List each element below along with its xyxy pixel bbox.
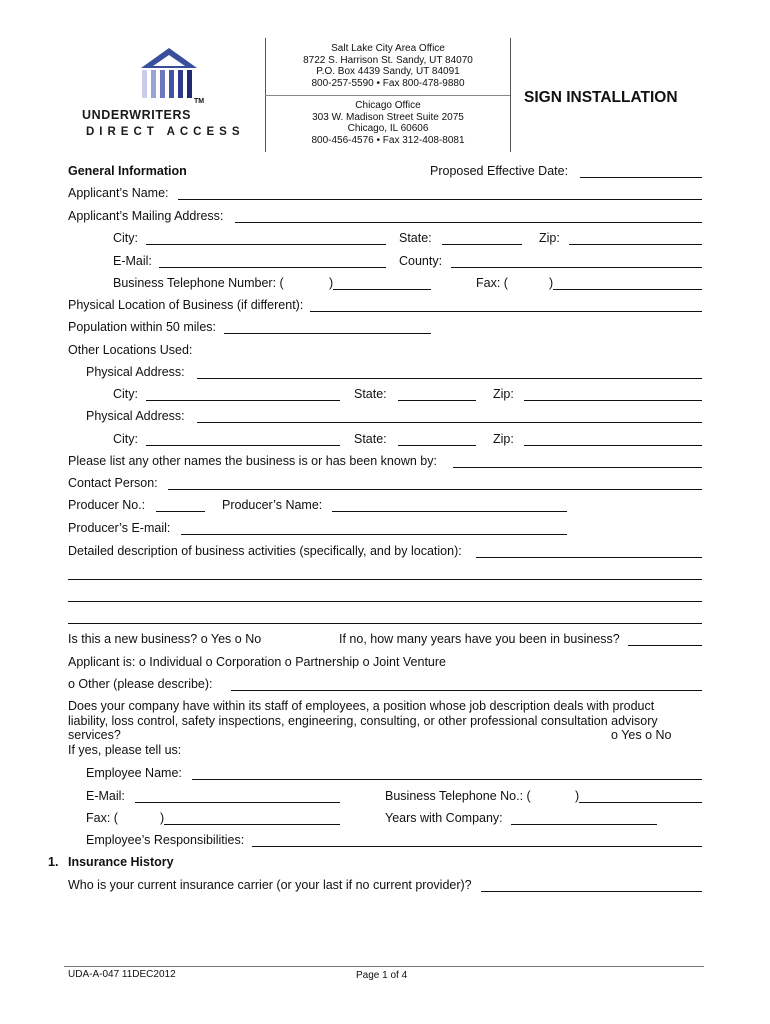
physical-address-1-field[interactable] (197, 378, 702, 379)
logo-name-line1: UNDERWRITERS (82, 108, 192, 122)
contact-person-field[interactable] (168, 489, 702, 490)
description-line-4[interactable] (68, 623, 702, 624)
city-field[interactable] (146, 244, 386, 245)
employee-telephone-close-paren: ) (575, 789, 580, 803)
business-telephone-close-paren: ) (329, 276, 334, 290)
staff-question-line2: liability, loss control, safety inspections, engineering, consulting, or other professional consultation advisory (68, 713, 658, 728)
description-line-3[interactable] (68, 601, 702, 602)
section-insurance-history: Insurance History (68, 855, 174, 869)
other-describe-field[interactable] (231, 690, 702, 691)
business-telephone-field[interactable] (333, 289, 431, 290)
trademark-symbol: TM (194, 98, 205, 105)
state-field[interactable] (442, 244, 522, 245)
other-locations-label: Other Locations Used: (68, 343, 193, 357)
population-label: Population within 50 miles: (68, 320, 216, 334)
years-in-business-field[interactable] (628, 645, 702, 646)
fax-label: Fax: ( (476, 276, 508, 290)
zip-label: Zip: (539, 231, 560, 245)
staff-question-line1: Does your company have within its staff of employees, a position whose job description deals with product (68, 699, 655, 713)
other-names-label: Please list any other names the business is or has been known by: (68, 454, 437, 468)
mailing-address-field[interactable] (235, 222, 702, 223)
location-2-state-label: State: (354, 432, 387, 446)
location-2-city-field[interactable] (146, 445, 340, 446)
chicago-street: 303 W. Madison Street Suite 2075 (312, 111, 464, 123)
employee-fax-label: Fax: ( (86, 811, 118, 825)
logo-name-line2: DIRECT ACCESS (86, 126, 245, 138)
header-divider (265, 95, 510, 96)
years-in-business-label: If no, how many years have you been in business? (339, 632, 620, 646)
producer-email-field[interactable] (181, 534, 567, 535)
location-2-state-field[interactable] (398, 445, 476, 446)
employee-business-telephone-label: Business Telephone No.: ( (385, 789, 531, 803)
email-label: E-Mail: (113, 254, 152, 268)
producer-name-field[interactable] (332, 511, 567, 512)
logo-building-icon (138, 44, 200, 104)
proposed-effective-date-label: Proposed Effective Date: (430, 164, 569, 178)
employee-email-field[interactable] (135, 802, 340, 803)
location-1-city-field[interactable] (146, 400, 340, 401)
contact-person-label: Contact Person: (68, 476, 158, 490)
description-line-2[interactable] (68, 579, 702, 580)
physical-address-2-label: Physical Address: (86, 409, 185, 423)
detailed-description-label: Detailed description of business activities (specifically, and by location): (68, 544, 462, 558)
employee-fax-close-paren: ) (160, 811, 165, 825)
salt-lake-office-block (266, 43, 510, 89)
physical-address-1-label: Physical Address: (86, 365, 185, 379)
applicant-name-field[interactable] (178, 199, 702, 200)
form-id: UDA-A-047 11DEC2012 (68, 969, 176, 980)
years-with-company-label: Years with Company: (385, 811, 503, 825)
chicago-office-block (266, 100, 510, 146)
staff-question (68, 699, 658, 757)
current-carrier-label: Who is your current insurance carrier (or your last if no current provider)? (68, 878, 472, 892)
location-2-zip-field[interactable] (524, 445, 702, 446)
location-2-city-label: City: (113, 432, 138, 446)
employee-responsibilities-field[interactable] (252, 846, 702, 847)
current-carrier-field[interactable] (481, 891, 702, 892)
slc-po-box: P.O. Box 4439 Sandy, UT 84091 (316, 66, 460, 77)
fax-close-paren: ) (549, 276, 554, 290)
header-right-rule (510, 38, 511, 152)
population-field[interactable] (224, 333, 431, 334)
zip-field[interactable] (569, 244, 702, 245)
other-describe-label[interactable]: o Other (please describe): (68, 677, 213, 691)
employee-name-field[interactable] (192, 779, 702, 780)
proposed-effective-date-field[interactable] (580, 177, 702, 178)
slc-phone-fax: 800-257-5590 • Fax 800-478-9880 (311, 77, 465, 89)
producer-email-label: Producer’s E-mail: (68, 521, 171, 535)
page-number: Page 1 of 4 (356, 970, 408, 981)
staff-question-line3: services? (68, 728, 121, 742)
other-names-field[interactable] (453, 467, 702, 468)
employee-business-telephone-field[interactable] (579, 802, 702, 803)
chicago-city: Chicago, IL 60606 (347, 123, 429, 134)
county-field[interactable] (451, 267, 702, 268)
employee-responsibilities-label: Employee’s Responsibilities: (86, 833, 245, 847)
new-business-question[interactable]: Is this a new business? o Yes o No (68, 632, 262, 646)
city-label: City: (113, 231, 138, 245)
fax-field[interactable] (553, 289, 702, 290)
section-general-information: General Information (68, 164, 187, 178)
state-label: State: (399, 231, 432, 245)
applicant-name-label: Applicant’s Name: (68, 186, 169, 200)
slc-street: 8722 S. Harrison St. Sandy, UT 84070 (303, 54, 473, 66)
if-yes-label: If yes, please tell us: (68, 742, 182, 757)
physical-location-field[interactable] (310, 311, 702, 312)
form-title: SIGN INSTALLATION (524, 89, 678, 106)
email-field[interactable] (159, 267, 386, 268)
location-2-zip-label: Zip: (493, 432, 514, 446)
footer-rule (64, 966, 704, 967)
location-1-state-label: State: (354, 387, 387, 401)
county-label: County: (399, 254, 443, 268)
staff-yes-no-options[interactable]: o Yes o No (611, 728, 672, 742)
physical-location-label: Physical Location of Business (if different): (68, 298, 304, 312)
chicago-phone-fax: 800-456-4576 • Fax 312-408-8081 (311, 134, 465, 146)
location-1-zip-label: Zip: (493, 387, 514, 401)
mailing-address-label: Applicant’s Mailing Address: (68, 209, 224, 223)
employee-fax-field[interactable] (164, 824, 340, 825)
producer-name-label: Producer’s Name: (222, 498, 323, 512)
slc-office-name: Salt Lake City Area Office (331, 43, 445, 54)
chicago-office-name: Chicago Office (355, 100, 421, 111)
location-1-city-label: City: (113, 387, 138, 401)
detailed-description-field[interactable] (476, 557, 702, 558)
location-1-state-field[interactable] (398, 400, 476, 401)
section-1-number: 1. (48, 855, 59, 869)
physical-address-2-field[interactable] (197, 422, 702, 423)
employee-email-label: E-Mail: (86, 789, 125, 803)
employee-name-label: Employee Name: (86, 766, 182, 780)
years-with-company-field[interactable] (511, 824, 657, 825)
producer-no-field[interactable] (156, 511, 205, 512)
applicant-type-options[interactable]: Applicant is: o Individual o Corporation o Partnership o Joint Venture (68, 655, 447, 669)
producer-no-label: Producer No.: (68, 498, 146, 512)
business-telephone-label: Business Telephone Number: ( (113, 276, 284, 290)
location-1-zip-field[interactable] (524, 400, 702, 401)
